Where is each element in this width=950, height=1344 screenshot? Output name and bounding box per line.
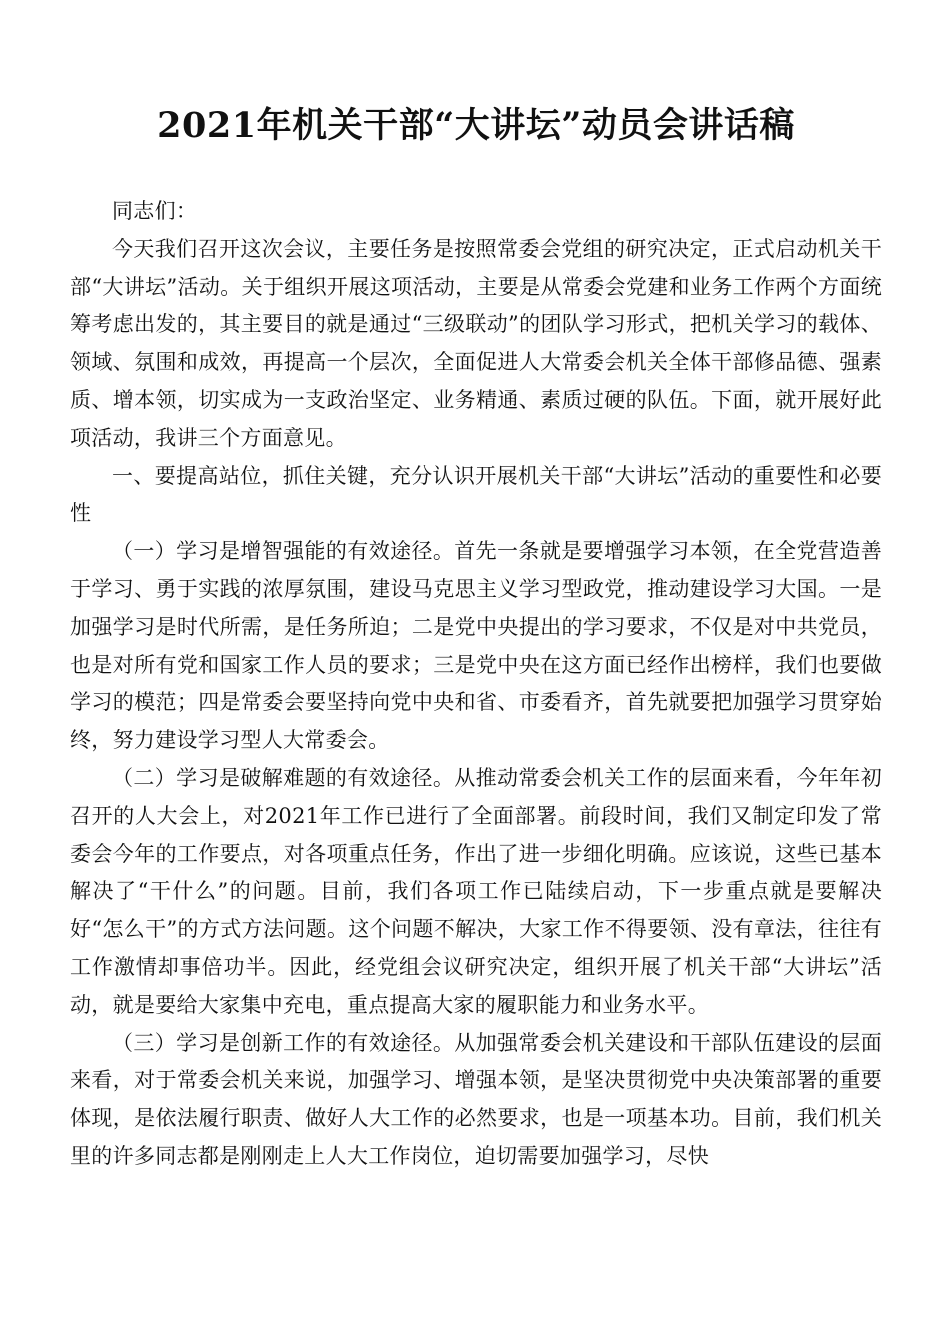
document-body [70,193,882,1176]
paragraph-point-1: （一）学习是增智强能的有效途径。首先一条就是要增强学习本领，在全党营造善于学习、勇于实践的浓厚氛围，建设马克思主义学习型政党，推动建设学习大国。一是加强学习是时代所需，是任务所迫；二是党中央提出的学习要求，不仅是对中共党员，也是对所有党和国家工作人员的要求；三是党中央在这方面已经作出榜样，我们也要做学习的模范；四是常委会要坚持向党中央和省、市委看齐，首先就要把加强学习贯穿始终，努力建设学习型人大常委会。 [70,539,882,753]
document-title: 2021年机关干部“大讲坛”动员会讲话稿 [157,105,795,146]
paragraph-point-2: （二）学习是破解难题的有效途径。从推动常委会机关工作的层面来看，今年年初召开的人大会上，对2021年工作已进行了全面部署。前段时间，我们又制定印发了常委会今年的工作要点，对各项重点任务，作出了进一步细化明确。应该说，这些已基本解决了“干什么”的问题。目前，我们各项工作已陆续启动，下一步重点就是要解决好“怎么干”的方式方法问题。这个问题不解决，大家工作不得要领、没有章法，往往有工作激情却事倍功半。因此，经党组会议研究决定，组织开展了机关干部“大讲坛”活动，就是要给大家集中充电，重点提高大家的履职能力和业务水平。 [70,765,882,1017]
document-page [70,0,882,1344]
paragraph-salutation: 同志们： [112,199,198,223]
paragraph-point-3: （三）学习是创新工作的有效途径。从加强常委会机关建设和干部队伍建设的层面来看，对于常委会机关来说，加强学习、增强本领，是坚决贯彻党中央决策部署的重要体现，是依法履行职责、做好人大工作的必然要求，也是一项基本功。目前，我们机关里的许多同志都是刚刚走上人大工作岗位，迫切需要加强学习，尽快 [70,1030,882,1168]
paragraph-intro: 今天我们召开这次会议，主要任务是按照常委会党组的研究决定，正式启动机关干部“大讲坛”活动。关于组织开展这项活动，主要是从常委会党建和业务工作两个方面统筹考虑出发的，其主要目的就是通过“三级联动”的团队学习形式，把机关学习的载体、领域、氛围和成效，再提高一个层次，全面促进人大常委会机关全体干部修品德、强素质、增本领，切实成为一支政治坚定、业务精通、素质过硬的队伍。下面，就开展好此项活动，我讲三个方面意见。 [70,236,882,450]
section-heading-1: 一、要提高站位，抓住关键，充分认识开展机关干部“大讲坛”活动的重要性和必要性 [70,463,882,526]
